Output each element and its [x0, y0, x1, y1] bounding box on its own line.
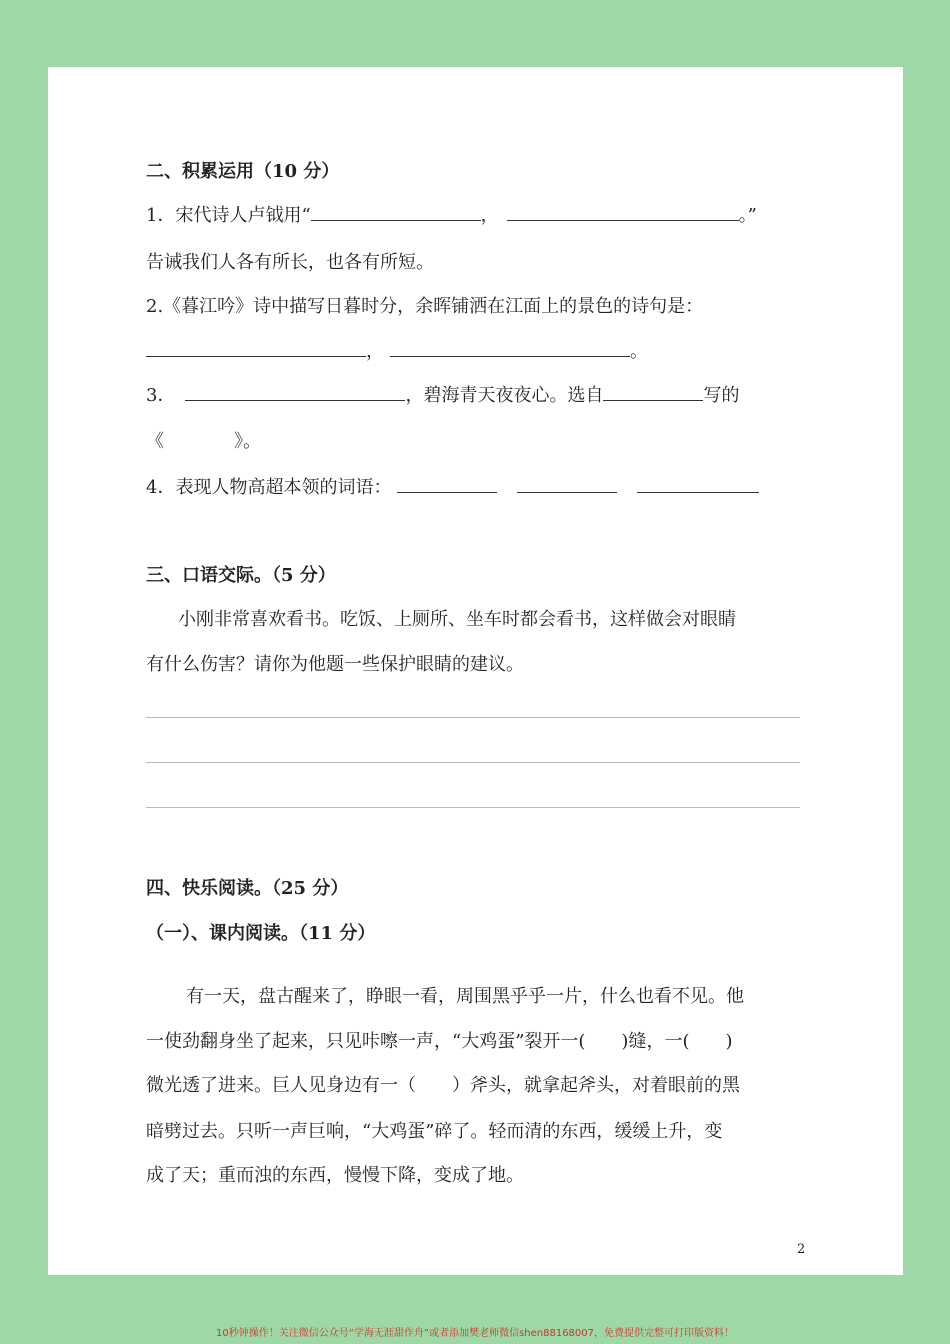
q2-comma: ，: [366, 341, 384, 362]
question-3-cont: [146, 430, 261, 454]
q1-comma: ，: [480, 205, 499, 226]
answer-line-1[interactable]: [146, 717, 800, 718]
section4-subheading: （一）、课内阅读。（11 分）: [146, 923, 376, 944]
footer-banner: 10秒钟操作！关注微信公众号“学海无涯甜作舟”或者添加樊老师微信shen88168007，免费提供完整可打印版资料！: [215, 1328, 735, 1339]
q3-close-quote: 》。: [234, 431, 261, 452]
q3-text: ，碧海青天夜夜心。选自: [405, 385, 604, 406]
page-number: 2: [797, 1242, 806, 1257]
section3-paragraph-1: 小刚非常喜欢看书。吃饭、上厕所、坐车时都会看书，这样做会对眼睛: [178, 609, 736, 630]
q1-blank-1[interactable]: [311, 204, 481, 221]
question-4-line: [146, 476, 759, 500]
q1-end: 。”: [738, 205, 757, 226]
q4-blank-1[interactable]: [397, 476, 497, 493]
q1-text: 1．宋代诗人卢钺用“: [146, 205, 311, 226]
answer-line-2[interactable]: [146, 762, 800, 763]
q1-blank-2[interactable]: [507, 204, 739, 221]
q3-number: 3．: [146, 385, 176, 406]
reading-line-2: 一使劲翻身坐了起来，只见咔嚓一声，“大鸡蛋”裂开一( )缝，一( ): [146, 1031, 733, 1052]
q4-text: 4．表现人物高超本领的词语：: [146, 477, 392, 498]
q3-blank-2[interactable]: [603, 384, 703, 401]
q2-blank-2[interactable]: [390, 340, 630, 357]
question-2-answer: [146, 340, 648, 364]
q3-open-quote: 《: [146, 431, 164, 452]
q4-blank-3[interactable]: [637, 476, 759, 493]
reading-line-1: 有一天，盘古醒来了，睁眼一看，周围黑乎乎一片，什么也看不见。他: [186, 986, 744, 1007]
question-2-text: 2.《暮江吟》诗中描写日暮时分，余晖铺洒在江面上的景色的诗句是：: [146, 296, 704, 317]
q2-blank-1[interactable]: [146, 340, 366, 357]
reading-line-3: 微光透了进来。巨人见身边有一（ ）斧头，就拿起斧头，对着眼前的黑: [146, 1075, 740, 1096]
q4-blank-2[interactable]: [517, 476, 617, 493]
question-3-line: [146, 384, 739, 408]
answer-line-3[interactable]: [146, 807, 800, 808]
q3-text-2: 写的: [703, 385, 740, 406]
q2-end: 。: [630, 341, 648, 362]
section4-heading: 四、快乐阅读。（25 分）: [146, 878, 349, 899]
section3-heading: 三、口语交际。（5 分）: [146, 565, 336, 586]
reading-line-5: 成了天；重而浊的东西，慢慢下降，变成了地。: [146, 1165, 524, 1186]
section2-heading: 二、积累运用（10 分）: [146, 161, 340, 182]
section3-paragraph-2: 有什么伤害？请你为他题一些保护眼睛的建议。: [146, 654, 524, 675]
reading-line-4: 暗劈过去。只听一声巨响，“大鸡蛋”碎了。轻而清的东西，缓缓上升，变: [146, 1121, 723, 1142]
question-1-cont: 告诫我们人各有所长，也各有所短。: [146, 252, 434, 273]
q3-blank-1[interactable]: [185, 384, 405, 401]
question-1-line: [146, 204, 757, 228]
